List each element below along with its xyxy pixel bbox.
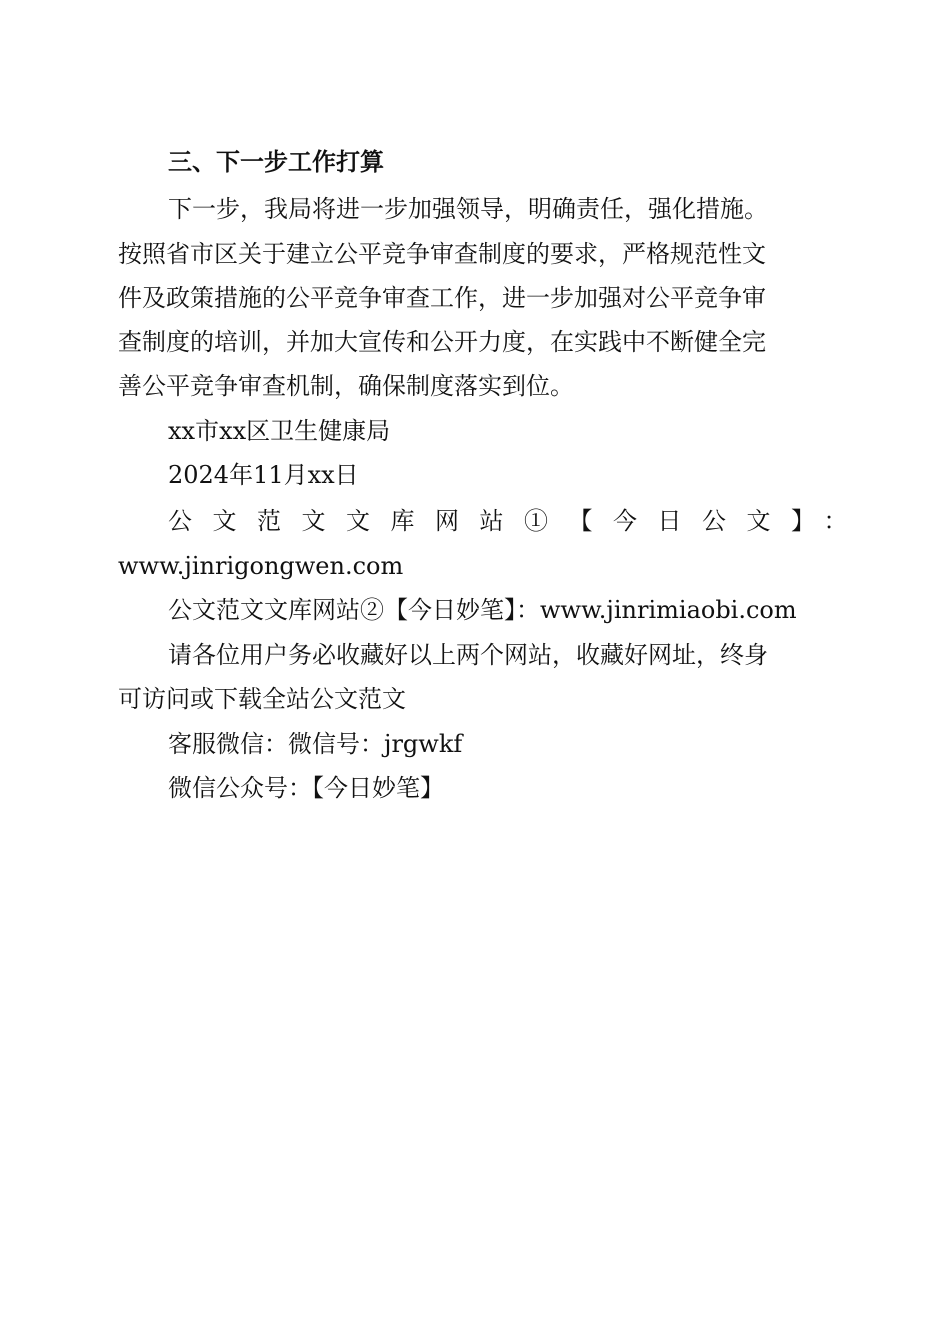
signature-org: xx市xx区卫生健康局 [168,417,391,445]
site1-url-link[interactable]: www.jinrigongwen.com [118,552,404,580]
section-heading: 三、下一步工作打算 [168,148,384,176]
paragraph-line-5: 善公平竞争审查机制，确保制度落实到位。 [118,372,574,400]
notice-line-2: 可访问或下载全站公文范文 [118,685,406,713]
wechat-service: 客服微信：微信号：jrgwkf [168,730,463,758]
site1-label: 公文范文文库网站①【今日公文】： [168,507,868,535]
paragraph-line-1: 下一步，我局将进一步加强领导，明确责任，强化措施。 [168,195,768,223]
paragraph-line-2: 按照省市区关于建立公平竞争审查制度的要求，严格规范性文 [118,240,766,268]
signature-date: 2024年11月xx日 [168,461,359,489]
notice-line-1: 请各位用户务必收藏好以上两个网站，收藏好网址，终身 [168,641,768,669]
paragraph-line-4: 查制度的培训，并加大宣传和公开力度，在实践中不断健全完 [118,328,766,356]
paragraph-line-3: 件及政策措施的公平竞争审查工作，进一步加强对公平竞争审 [118,284,766,312]
wechat-account: 微信公众号：【今日妙笔】 [168,774,444,802]
site2-line: 公文范文文库网站②【今日妙笔】：www.jinrimiaobi.com [168,596,797,624]
